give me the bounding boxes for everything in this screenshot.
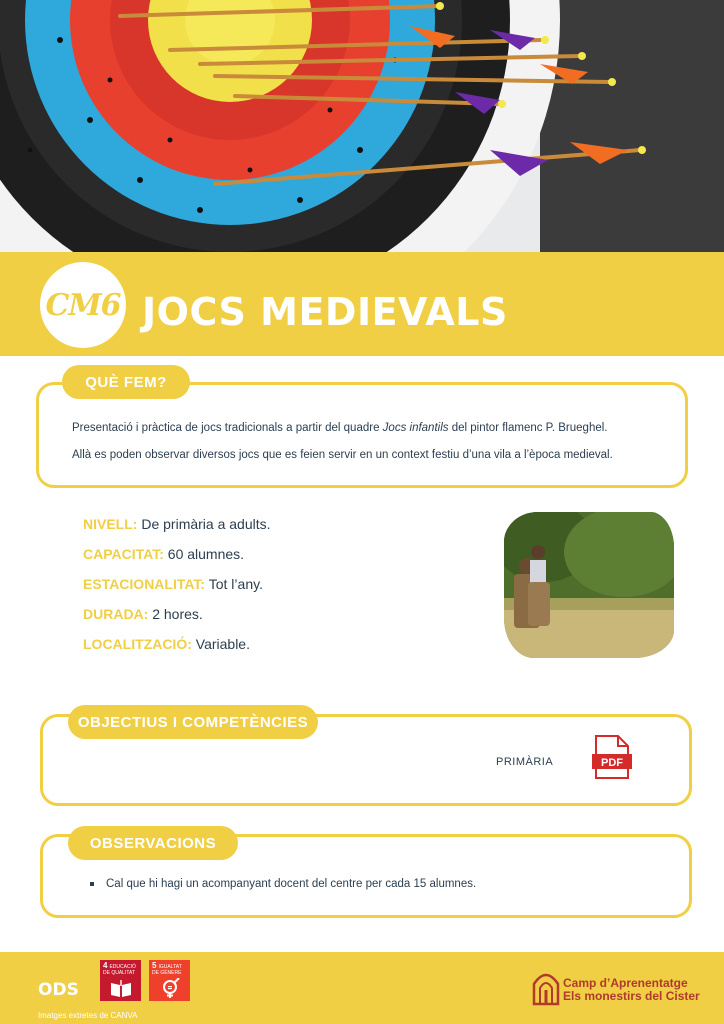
activity-code-badge (40, 262, 126, 348)
ods-4-badge (100, 960, 141, 1001)
camp-logo-text (563, 977, 700, 1003)
info-localitzacio (83, 636, 250, 652)
localitzacio-value: Variable. (191, 636, 250, 652)
info-durada (83, 606, 203, 622)
info-nivell (83, 516, 271, 532)
monastery-logo-icon (532, 970, 560, 1006)
activity-photo (504, 512, 674, 658)
info-estacionalitat (83, 576, 263, 592)
book-icon (110, 980, 132, 998)
image-credit: Imatges extretes de CANVA (38, 1011, 138, 1020)
estacionalitat-label: ESTACIONALITAT: (83, 576, 206, 592)
capacitat-value: 60 alumnes. (163, 546, 245, 562)
ods-label: ODS (38, 980, 79, 1000)
que-fem-text-a: Presentació i pràctica de jocs tradicionals a partir del quadre (72, 422, 383, 434)
page-title: JOCS MEDIEVALS (142, 290, 508, 334)
observacions-heading: OBSERVACIONS (68, 826, 238, 860)
nivell-value: De primària a adults. (137, 516, 271, 532)
hero-image (0, 0, 724, 252)
que-fem-text-b: del pintor flamenc P. Brueghel. (448, 422, 608, 434)
ods-5-text: IGUALTAT DE GÈNERE (152, 964, 182, 976)
durada-value: 2 hores. (148, 606, 203, 622)
observacio-text: Cal que hi hagi un acompanyant docent del centre per cada 15 alumnes. (106, 878, 477, 890)
pdf-label: PDF (601, 757, 623, 769)
durada-label: DURADA: (83, 606, 149, 622)
que-fem-description-line1 (72, 422, 607, 434)
pdf-download-icon[interactable] (592, 734, 632, 780)
bullet-icon (90, 882, 94, 886)
camp-name-line2: Els monestirs del Cister (563, 989, 700, 1003)
ods-5-number: 5 (152, 961, 157, 970)
objectius-heading: OBJECTIUS I COMPETÈNCIES (68, 705, 318, 739)
gender-equality-icon (159, 978, 181, 998)
info-capacitat (83, 546, 244, 562)
estacionalitat-value: Tot l’any. (205, 576, 263, 592)
primaria-link[interactable]: PRIMÀRIA (496, 756, 554, 768)
painting-title: Jocs infantils (382, 422, 449, 434)
capacitat-label: CAPACITAT: (83, 546, 164, 562)
camp-name-line1: Camp d’Aprenentatge (563, 976, 688, 990)
ods-4-text: EDUCACIÓ DE QUALITAT (103, 964, 136, 976)
activity-code: CM6 (45, 287, 121, 323)
ods-5-badge (149, 960, 190, 1001)
que-fem-heading: QUÈ FEM? (62, 365, 190, 399)
localitzacio-label: LOCALITZACIÓ: (83, 636, 192, 652)
nivell-label: NIVELL: (83, 516, 138, 532)
observacio-item (90, 878, 476, 890)
ods-4-number: 4 (103, 961, 108, 970)
que-fem-description-line2: Allà es poden observar diversos jocs que es feien servir en un context festiu d’una vila a l’època medieval. (72, 449, 613, 461)
